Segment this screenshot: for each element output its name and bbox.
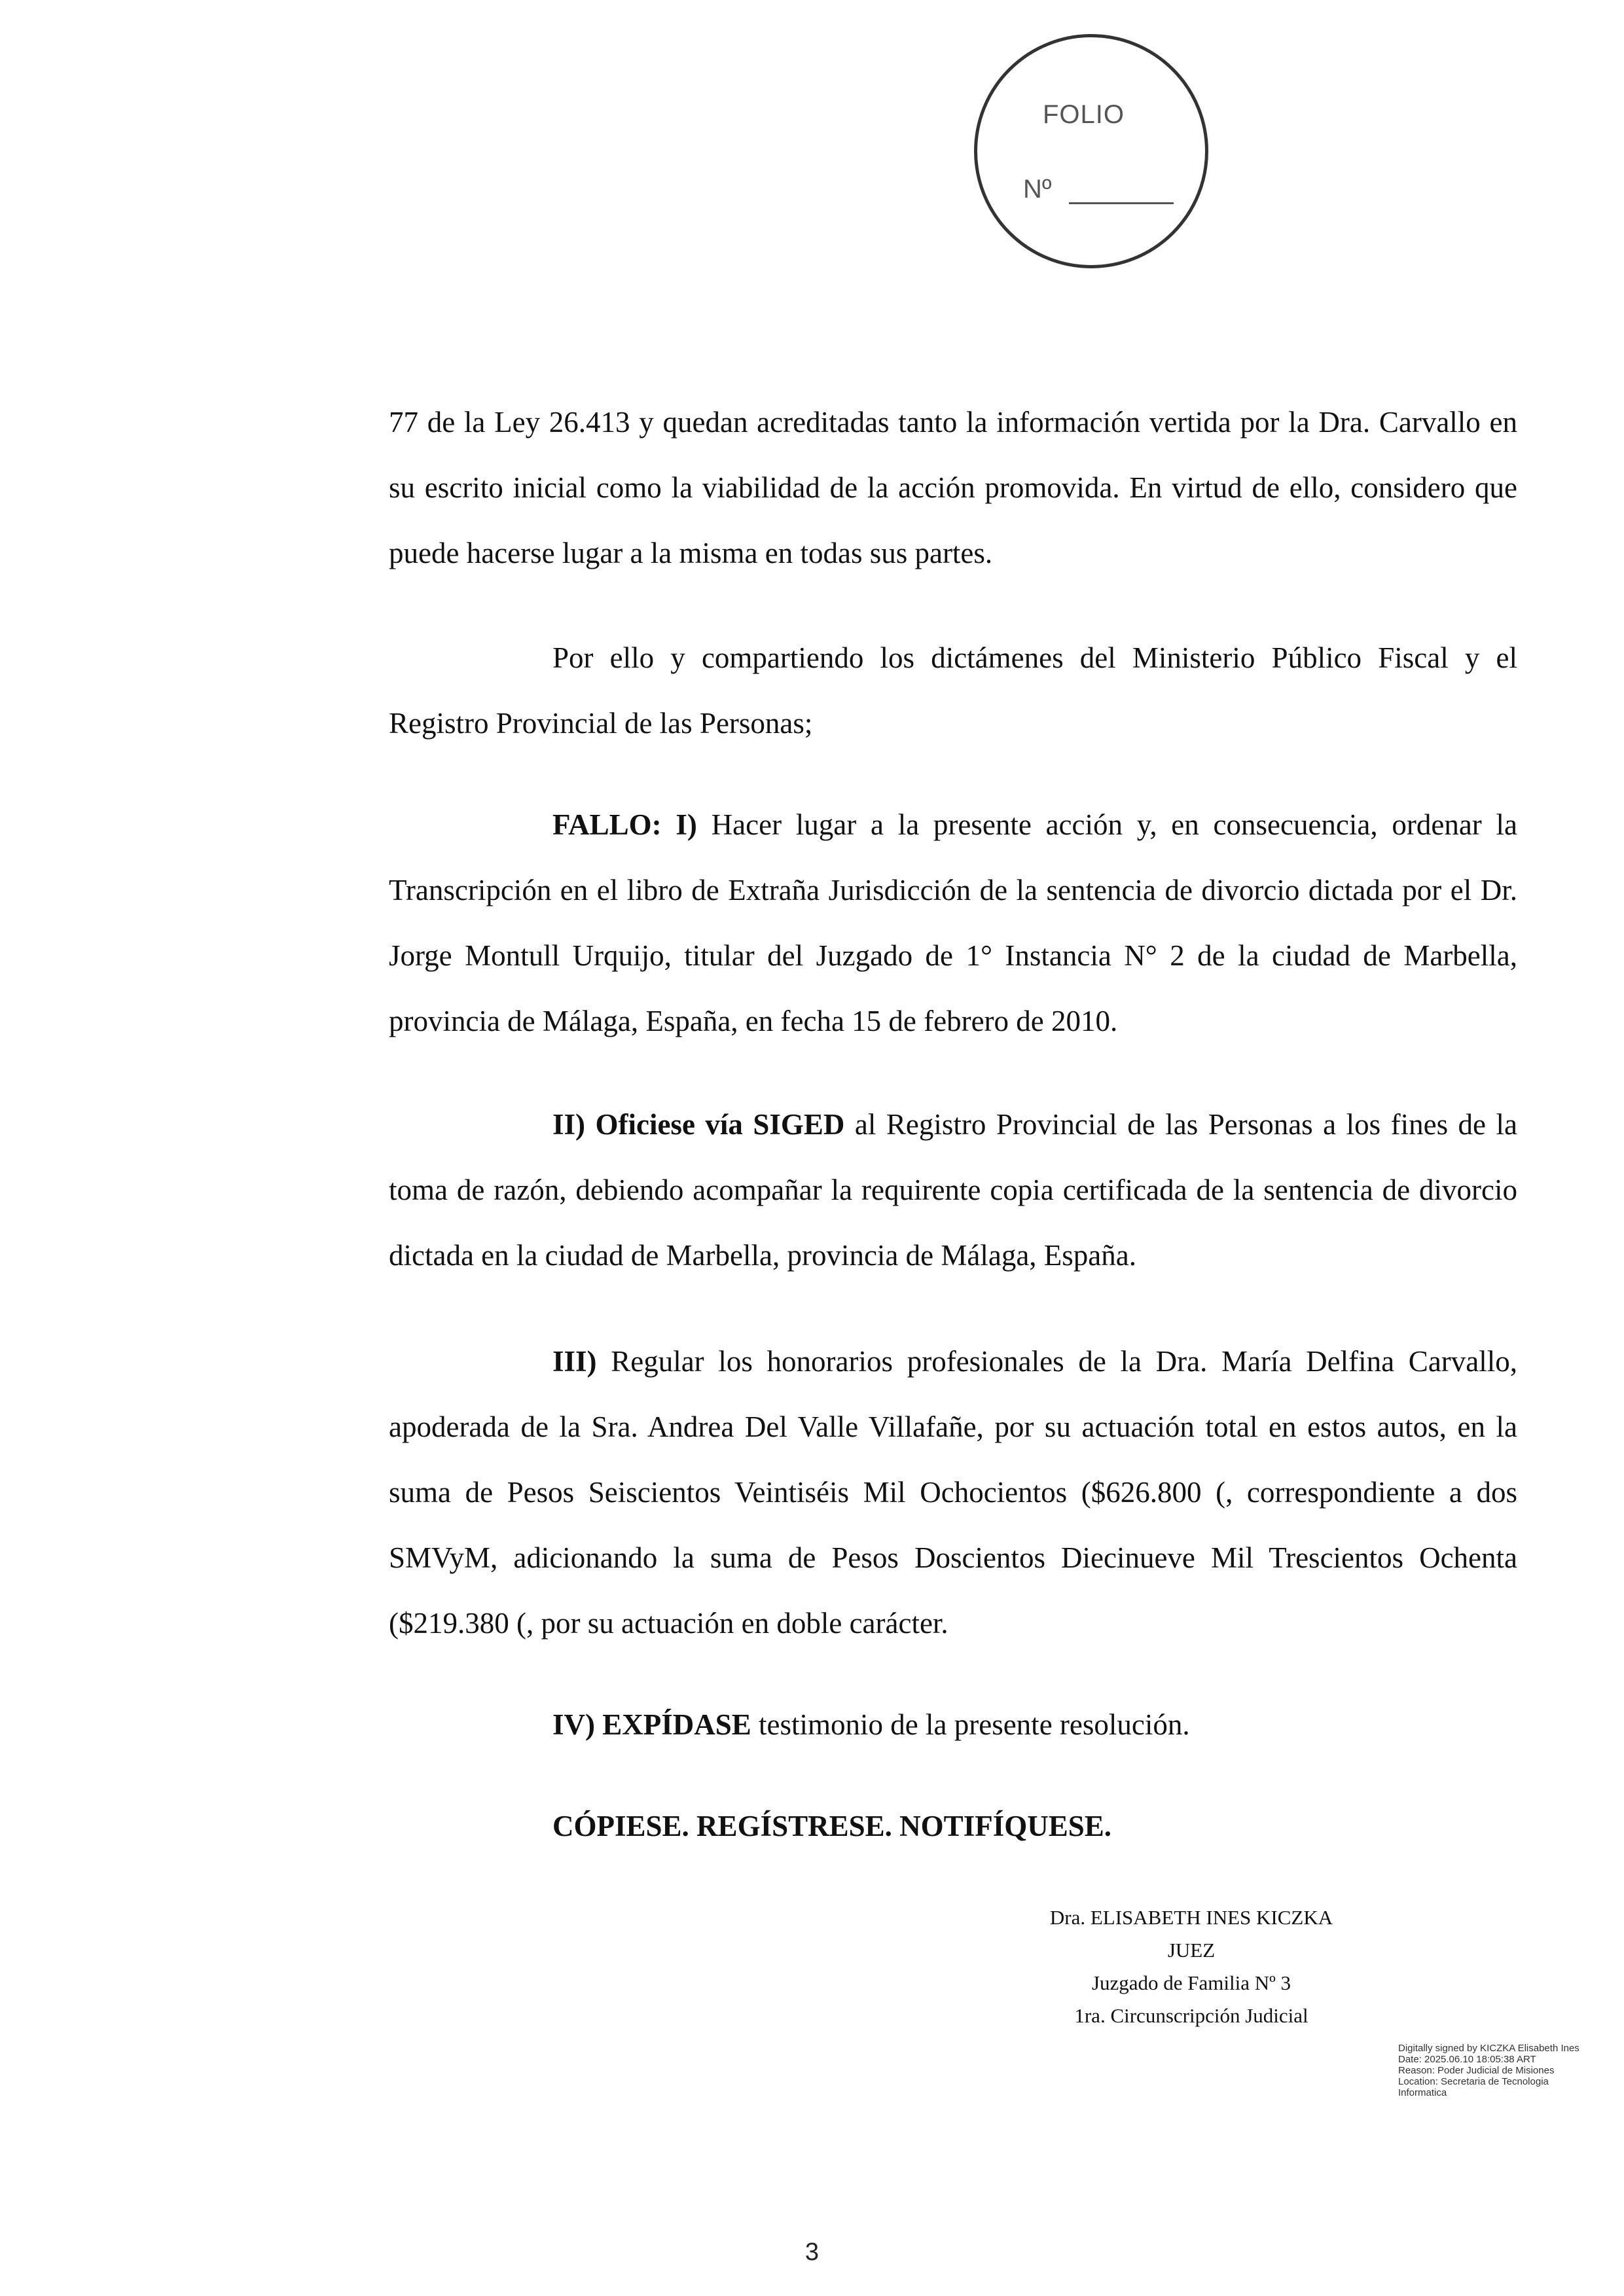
page-number: 3 bbox=[804, 2238, 820, 2266]
folio-stamp bbox=[974, 34, 1208, 268]
signature-name: Dra. ELISABETH INES KICZKA bbox=[1049, 1906, 1333, 1929]
signature-court: Juzgado de Familia Nº 3 bbox=[1091, 1971, 1291, 1994]
paragraph-por-ello: Por ello y compartiendo los dictámenes del Ministerio Público Fiscal y el Registro Provincial de las Personas; bbox=[389, 641, 1517, 740]
fallo-i-heading: FALLO: I) bbox=[552, 808, 697, 841]
paragraph-fallo-i bbox=[389, 792, 1517, 1054]
folio-number-label: Nº bbox=[1023, 175, 1052, 204]
folio-title: FOLIO bbox=[1043, 100, 1125, 129]
paragraph-closing bbox=[389, 1793, 1517, 1859]
fallo-iii-text: Regular los honorarios profesionales de la Dra. María Delfina Carvallo, apoderada de la Sra. Andrea Del Valle Villafañe, por su actuación total en estos autos, en la suma de Pesos Seiscientos Veintiséis Mil Ochocientos ($626.800 (, correspondiente a dos SMVyM, adicionando la suma de Pesos Doscientos Diecinueve Mil Trescientos Ochenta ($219.380 (, por su actuación en doble carácter. bbox=[389, 1345, 1517, 1640]
fallo-ii-text: al Registro Provincial de las Personas a los fines de la toma de razón, debiendo acompañar la requirente copia certificada de la sentencia de divorcio dictada en la ciudad de Marbella, provincia de Málaga, España. bbox=[389, 1108, 1517, 1272]
fallo-i-text: Hacer lugar a la presente acción y, en consecuencia, ordenar la Transcripción en el libro de Extraña Jurisdicción de la sentencia de divorcio dictada por el Dr. Jorge Montull Urquijo, titular del Juzgado de 1° Instancia N° 2 de la ciudad de Marbella, provincia de Málaga, España, en fecha 15 de febrero de 2010. bbox=[389, 808, 1517, 1037]
digital-signature-location-cont: Informatica bbox=[1398, 2087, 1447, 2098]
signature-role: JUEZ bbox=[1167, 1939, 1216, 1962]
fallo-iv-heading: IV) EXPÍDASE bbox=[552, 1708, 751, 1741]
paragraph-fallo-ii bbox=[389, 1092, 1517, 1288]
fallo-iv-text: testimonio de la presente resolución. bbox=[751, 1708, 1190, 1741]
folio-number-line bbox=[1069, 202, 1174, 204]
digital-signature-location: Location: Secretaria de Tecnologia bbox=[1398, 2076, 1549, 2087]
paragraph-fallo-iii bbox=[389, 1329, 1517, 1656]
digital-signature-reason: Reason: Poder Judicial de Misiones bbox=[1398, 2065, 1555, 2076]
paragraph-conclusion: 77 de la Ley 26.413 y quedan acreditadas tanto la información vertida por la Dra. Carvallo en su escrito inicial como la viabilidad de la acción promovida. En virtud de ello, considero que puede hacerse lugar a la misma en todas sus partes. bbox=[389, 406, 1517, 569]
signature-circumscription: 1ra. Circunscripción Judicial bbox=[1074, 2004, 1308, 2027]
digital-signature-block bbox=[1398, 2043, 1621, 2098]
paragraph-fallo-iv bbox=[389, 1692, 1517, 1757]
closing-formula: CÓPIESE. REGÍSTRESE. NOTIFÍQUESE. bbox=[552, 1810, 1112, 1842]
fallo-iii-heading: III) bbox=[552, 1345, 597, 1378]
digital-signature-signer: Digitally signed by KICZKA Elisabeth Ines bbox=[1398, 2043, 1579, 2054]
fallo-ii-heading: II) Oficiese vía SIGED bbox=[552, 1108, 845, 1141]
digital-signature-date: Date: 2025.06.10 18:05:38 ART bbox=[1398, 2054, 1536, 2065]
